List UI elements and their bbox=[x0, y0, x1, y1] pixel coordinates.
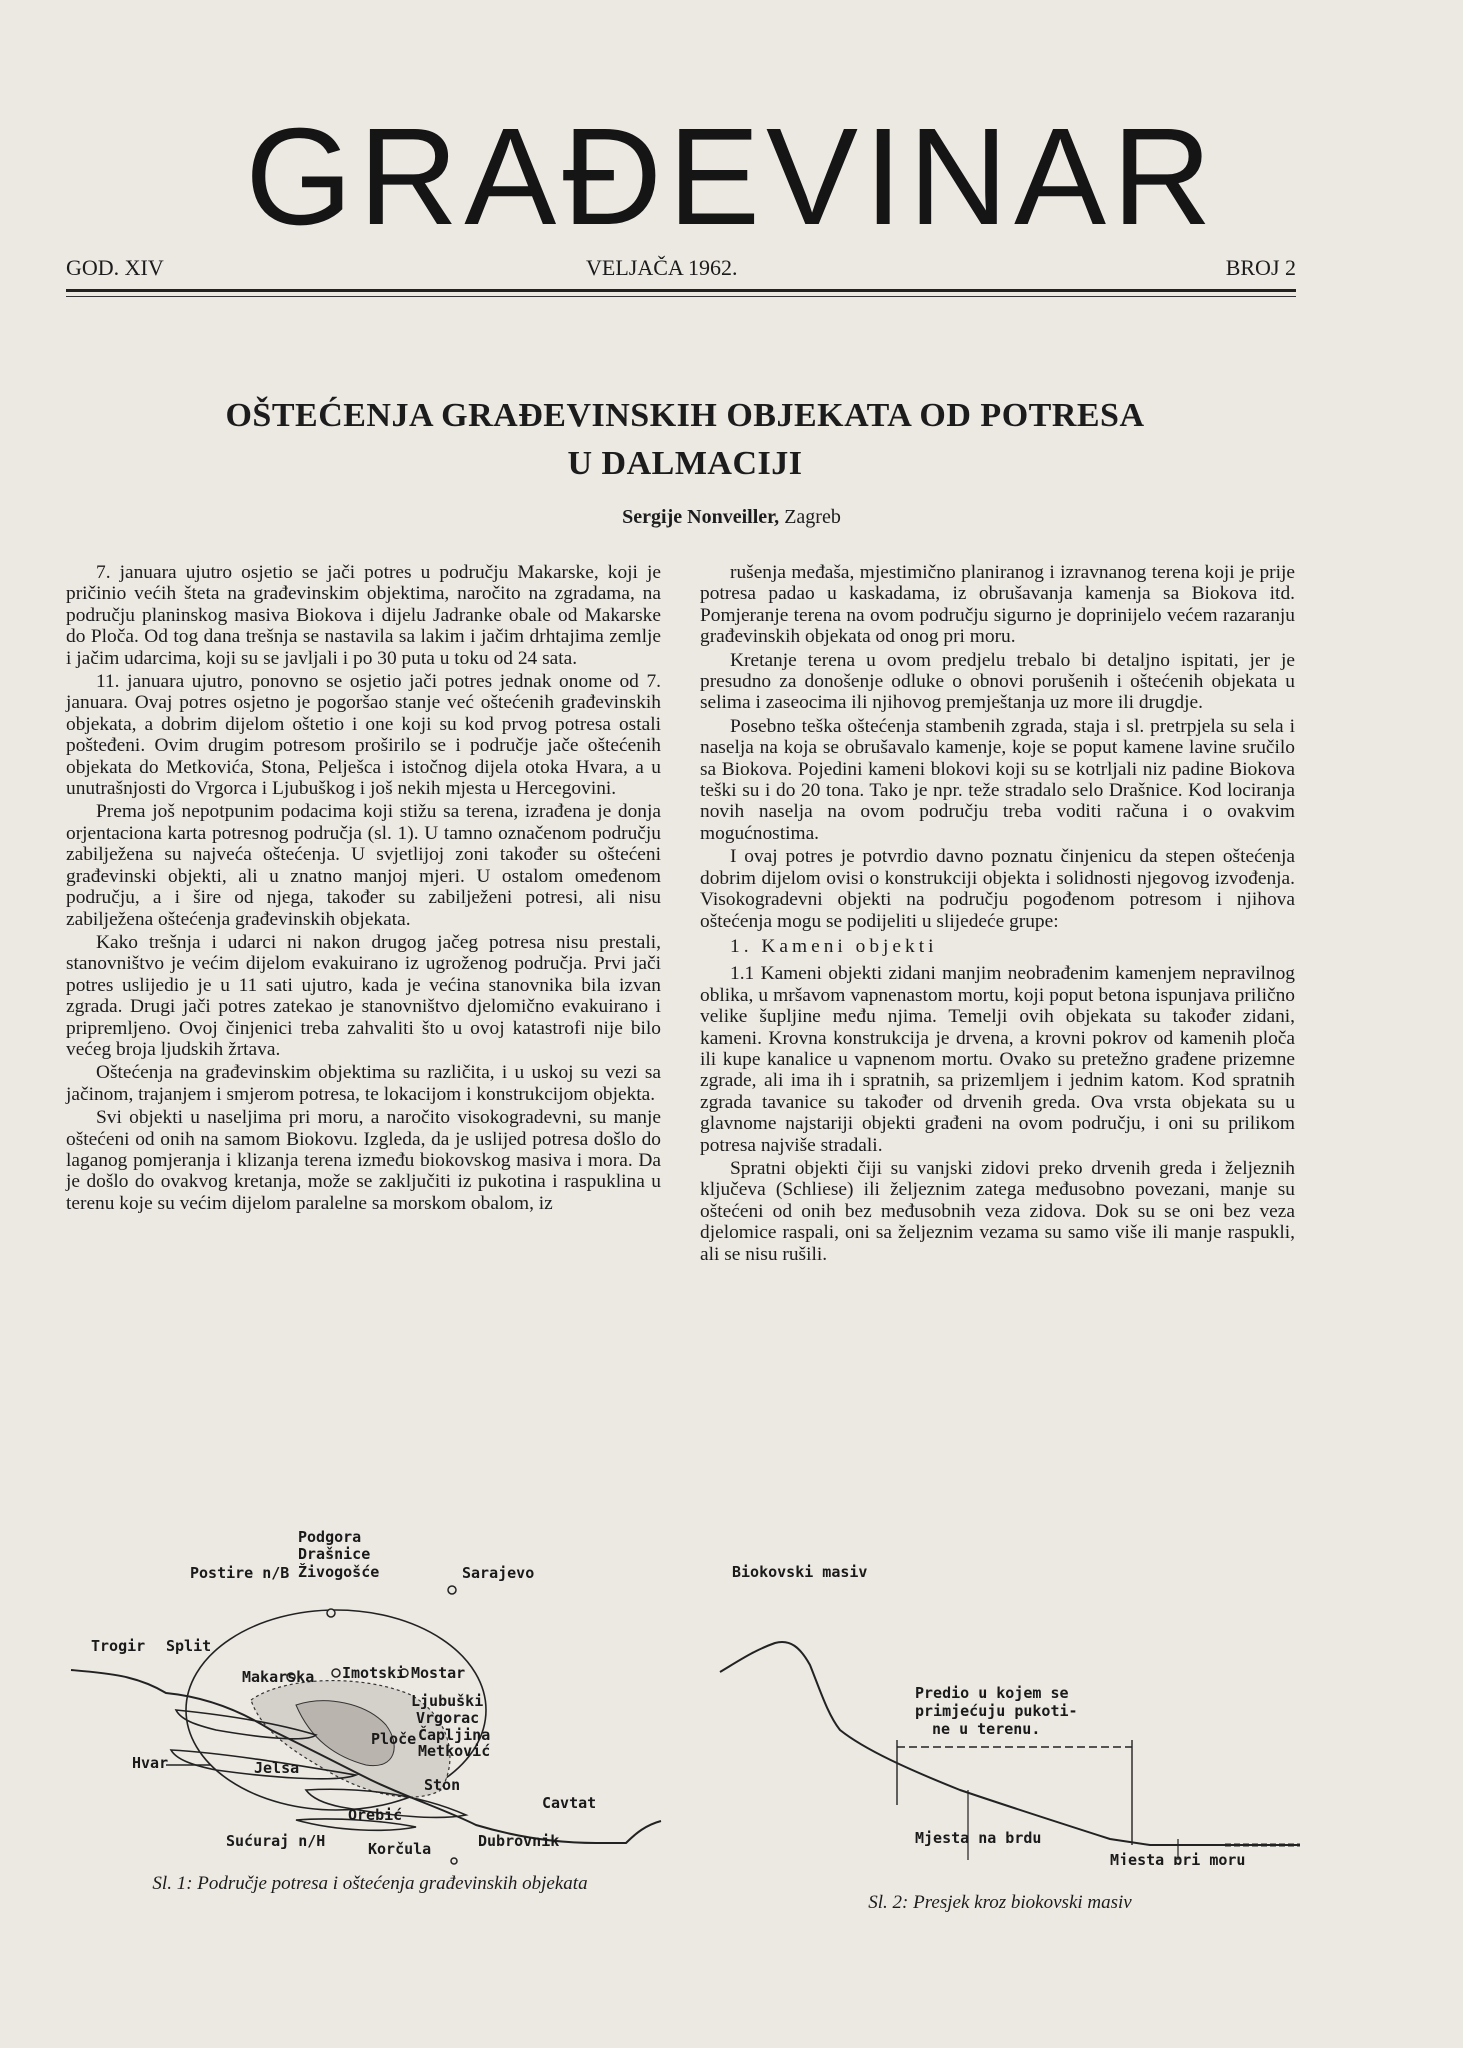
map-label: Orebić bbox=[348, 1806, 403, 1824]
section-label: Biokovski masiv bbox=[732, 1563, 868, 1581]
figure-map bbox=[66, 1525, 666, 1870]
masthead-rule bbox=[66, 289, 1296, 292]
issue-number: BROJ 2 bbox=[1225, 255, 1296, 280]
map-label: Živogošće bbox=[298, 1563, 380, 1581]
masthead-title: GRAĐEVINAR bbox=[245, 100, 1218, 254]
section-heading: 1. Kameni objekti bbox=[730, 935, 938, 957]
paragraph: Spratni objekti čiji su vanjski zidovi preko drvenih greda i željeznih ključeva (Schliese) ili željeznim zatega međusobno povezani, manje su oštećeni od onih bez međusobnih veza zidova. Dok su se oni bez veza djelomice raspali, oni sa željeznim vezama su samo više ili manje raspukli, ali se nisu rušili. bbox=[700, 1157, 1295, 1265]
masthead-rule-thin bbox=[66, 296, 1296, 297]
map-label: Jelsa bbox=[254, 1759, 300, 1777]
paragraph: Svi objekti u naseljima pri moru, a naročito visokogradevni, su manje oštećeni od onih na samom Biokovu. Izgleda, da je uslijed potresa došlo do laganog pomjeranja i klizanja terena između biokovskog masiva i mora. Da je došlo do ovakvog kretanja, može se zaključiti iz pukotina i raspuklina u terenu koje su većim dijelom paralelne sa morskom obalom, iz bbox=[66, 1107, 661, 1214]
map-label: Podgora bbox=[298, 1528, 362, 1546]
article-author bbox=[0, 506, 1463, 529]
map-label: Dubrovnik bbox=[478, 1832, 560, 1850]
paragraph: 7. januara ujutro osjetio se jači potres u području Makarske, koji je pričinio većih šteta na građevinskim objektima, naročito na zgradama, na području planinskog masiva Biokova i dijelu Jadranke obale od Makarske do Ploča. Od tog dana trešnja se nastavila sa lakim i jačim drhtajima zemlje i jačim udarcima, koji su se javljali i po 30 puta u toku od 24 sata. bbox=[66, 562, 661, 669]
article-title bbox=[110, 392, 1260, 488]
map-label: Ljubuški bbox=[411, 1692, 484, 1710]
map-label: Split bbox=[166, 1637, 212, 1655]
town-marker bbox=[327, 1609, 335, 1617]
volume-year: GOD. XIV bbox=[66, 255, 164, 280]
map-label: Ploče bbox=[371, 1730, 417, 1748]
map-label: Korčula bbox=[368, 1840, 432, 1858]
town-marker bbox=[451, 1858, 457, 1864]
map-label: Imotski bbox=[342, 1664, 406, 1682]
paragraph: Kretanje terena u ovom predjelu trebalo bi detaljno ispitati, jer je presudno za donošenje odluke o obnovi porušenih i oštećenih objekata u selima i zaseocima ili njihovog premještanja uz more ili drugdje. bbox=[700, 649, 1295, 714]
issue-bar bbox=[66, 255, 1296, 287]
article-title-line: OŠTEĆENJA GRAĐEVINSKIH OBJEKATA OD POTRESA bbox=[225, 397, 1145, 434]
earthquake-map bbox=[66, 1525, 666, 1870]
paragraph: 1.1 Kameni objekti zidani manjim neobrađenim kamenjem nepravilnog oblika, u mršavom vapnenastom mortu, koji poput betona ispunjava prilično velike šupljine među njima. Temelji ovih objekata su također zidani, kameni. Krovna konstrukcija je drvena, a krovni pokrov od kamenih ploča ili kupe kanalice u vapnenom mortu. Ovako su pretežno građene prizemne zgrade, ali ima ih i spratnih, sa prizemljem i jednim katom. Kod spratnih zgrada tavanice su također od drvenih greda. Ova vrsta objekata su u glavnome najstariji objekti građeni na ovom području, i oni su prilikom potresa najviše stradali. bbox=[700, 963, 1295, 1156]
author-city: Zagreb bbox=[784, 506, 841, 528]
map-label: Vrgorac bbox=[416, 1709, 480, 1727]
left-column bbox=[66, 562, 661, 1216]
section-label: Mjesta pri moru bbox=[1110, 1851, 1246, 1865]
figure2-caption: Sl. 2: Presjek kroz biokovski masiv bbox=[868, 1892, 1132, 1913]
section-label: Predio u kojem se bbox=[915, 1684, 1069, 1702]
paragraph: 11. januara ujutro, ponovno se osjetio jači potres jednak onome od 7. januara. Ovaj potres osjetno je pogoršao stanje već oštećenih građevinskih objekata, a dobrim dijelom oštetio i one koji su kod prvog potresa ostali pošteđeni. Ovim drugim potresom proširilo se i područje jače oštećenih objekata do Metkovića, Stona, Pelješca i istočnog dijela otoka Hvara, a u unutrašnjosti do Vrgorca i Ljubuškog i još nekih mjesta u Hercegovini. bbox=[66, 671, 661, 800]
section-label: ne u terenu. bbox=[932, 1720, 1041, 1738]
map-label: Trogir bbox=[91, 1637, 146, 1655]
paragraph: Oštećenja na građevinskim objektima su različita, i u uskoj su vezi sa jačinom, trajanjem i smjerom potresa, te lokacijom i konstrukcijom objekta. bbox=[66, 1062, 661, 1105]
map-label: Sućuraj n/H bbox=[226, 1832, 326, 1850]
cross-section-diagram bbox=[700, 1555, 1310, 1865]
issue-date: VELJAČA 1962. bbox=[586, 255, 738, 280]
map-label: Sarajevo bbox=[462, 1564, 535, 1582]
town-marker bbox=[332, 1669, 340, 1677]
map-label: Cavtat bbox=[542, 1794, 597, 1812]
map-label: Mostar bbox=[411, 1664, 466, 1682]
map-label: Metković bbox=[418, 1742, 491, 1760]
terrain-profile bbox=[720, 1642, 1300, 1845]
map-label: Makarska bbox=[242, 1668, 315, 1686]
figure-cross-section bbox=[700, 1555, 1310, 1865]
section-label: primjećuju pukoti- bbox=[915, 1702, 1078, 1720]
author-name: Sergije Nonveiller, bbox=[622, 506, 780, 528]
paragraph: Posebno teška oštećenja stambenih zgrada, staja i sl. pretrpjela su sela i naselja na koja se obrušavalo kamenje, koje se poput kamene lavine sručilo sa Biokova. Pojedini kameni blokovi koji su se kotrljali niz padine Biokova teški su i do 20 tona. Tako je npr. teže stradalo selo Drašnice. Kod lociranja novih naselja na ovom području treba voditi računa i o ovakvim mogućnostima. bbox=[700, 715, 1295, 844]
figure1-caption: Sl. 1: Područje potresa i oštećenja građevinskih objekata bbox=[152, 1873, 588, 1894]
paragraph: Prema još nepotpunim podacima koji stižu sa terena, izrađena je donja orjentaciona karta potresnog područja (sl. 1). U tamno označenom području zabilježena su najveća oštećenja. U svjetlijoj zoni također su oštećeni građevinski objekti, ali u znatno manjoj mjeri. U ostalom omeđenom području, a i šire od njega, također su zabilježeni potresi, ali nisu zabilježena oštećenja građevinskih objekata. bbox=[66, 801, 661, 930]
paragraph: Kako trešnja i udarci ni nakon drugog jačeg potresa nisu prestali, stanovništvo je većim dijelom evakuirano iz ugroženog područja. Prvi jači potres uslijedio je u 11 sati ujutro, kada je većina stanovnika bila izvan zgrada. Drugi jači potres zatekao je stanovništvo djelomično evakuirano i pripremljeno. Ovoj činjenici treba zahvaliti što u ovoj katastrofi nije bilo većeg broja ljudskih žrtava. bbox=[66, 931, 661, 1060]
section-label: Mjesta na brdu bbox=[915, 1829, 1042, 1847]
paragraph: rušenja međaša, mjestimično planiranog i izravnanog terena koji je prije potresa padao u kaskadama, iz obrušavanja kamenja sa Biokova itd. Pomjeranje terena na ovom području sigurno je doprinijelo većem razaranju građevinskih objekata od onog pri moru. bbox=[700, 562, 1295, 648]
map-label: Čapljina bbox=[418, 1726, 491, 1744]
map-label: Postire n/B bbox=[190, 1564, 290, 1582]
map-label: Drašnice bbox=[298, 1545, 371, 1563]
right-column bbox=[700, 562, 1295, 1267]
article-title-line: U DALMACIJI bbox=[567, 445, 803, 482]
map-label: Ston bbox=[424, 1776, 461, 1794]
paragraph: I ovaj potres je potvrdio davno poznatu činjenicu da stepen oštećenja dobrim dijelom ovisi o konstrukciji objekta i solidnosti njegovog izvođenja. Visokogradevni objekti na području pogođenom potresom i njihova oštećenja mogu se podijeliti u slijedeće grupe: bbox=[700, 846, 1295, 932]
town-marker bbox=[448, 1586, 456, 1594]
map-label: Hvar bbox=[132, 1754, 169, 1772]
